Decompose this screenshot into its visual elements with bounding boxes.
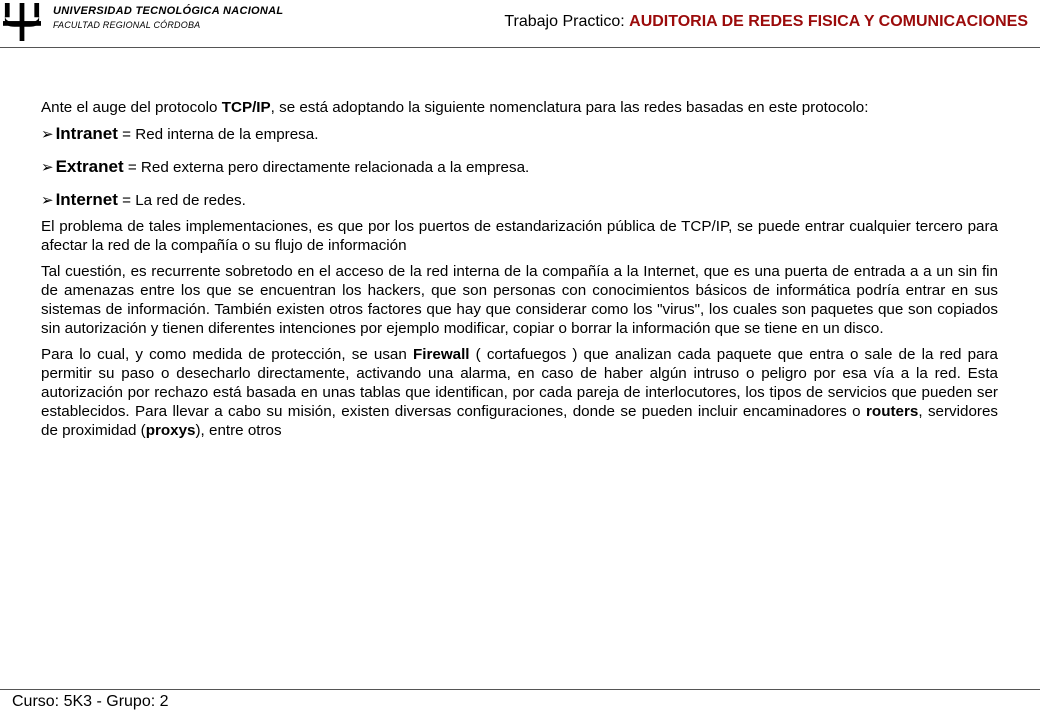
title-prefix: Trabajo Practico: <box>504 13 630 30</box>
bullet-term: Internet <box>55 190 118 209</box>
routers-keyword: routers <box>866 403 919 420</box>
utn-logo-icon <box>3 2 41 42</box>
bullet-term: Extranet <box>55 157 124 176</box>
list-item <box>41 190 998 210</box>
document-body <box>41 98 998 447</box>
bullet-definition: = Red externa pero directamente relacionada a la empresa. <box>123 159 530 176</box>
proxys-keyword: proxys <box>145 422 196 439</box>
bullet-definition: = La red de redes. <box>117 192 246 209</box>
firewall-paragraph: Para lo cual, y como medida de protección, se usan Firewall ( cortafuegos ) que analizan cada paquete que entra o sale de la red para permitir su paso o desecharlo directamente, activando una alarma, en caso de haber algún intruso o peligro por esa vía a la red. Esta autorización por rechazo está basada en unas tablas que identifican, por cada pareja de interlocutores, los tipos de servicios que pueden ser establecidos. Para llevar a cabo su misión, existen diversas configuraciones, donde se pueden incluir encaminadores o routers, servidores de proximidad (proxys), entre otros <box>41 346 998 439</box>
header-divider <box>0 47 1040 48</box>
page-title <box>504 13 1028 31</box>
footer-divider <box>0 689 1040 690</box>
course-group-label: Curso: 5K3 - Grupo: 2 <box>12 693 169 710</box>
intro-paragraph: Ante el auge del protocolo TCP/IP, se está adoptando la siguiente nomenclatura para las redes basadas en este protocolo: <box>41 99 869 116</box>
list-item <box>41 157 998 177</box>
arrow-bullet-icon: ➢ <box>41 192 54 209</box>
bullet-definition: = Red interna de la empresa. <box>117 126 319 143</box>
list-item <box>41 124 998 144</box>
arrow-bullet-icon: ➢ <box>41 126 54 143</box>
arrow-bullet-icon: ➢ <box>41 159 54 176</box>
issue-paragraph: Tal cuestión, es recurrente sobretodo en el acceso de la red interna de la compañía a la Internet, que es una puerta de entrada a a un sin fin de amenazas entre los que se encuentran los hackers, que son personas con conocimientos básicos de informática podría entrar en sus sistemas de información. También existen otros factores que hay que considerar como los "virus", los cuales son paquetes que son copiados sin autorización y tienen diferentes intenciones por ejemplo modificar, copiar o borrar la información que se tiene en un disco. <box>41 263 998 337</box>
bullet-term: Intranet <box>55 124 118 143</box>
problem-paragraph: El problema de tales implementaciones, es que por los puertos de estandarización pública de TCP/IP, se puede entrar cualquier tercero para afectar la red de la compañía o su flujo de información <box>41 218 998 254</box>
faculty-name: FACULTAD REGIONAL CÓRDOBA <box>53 20 201 30</box>
tcp-ip-keyword: TCP/IP <box>221 99 271 116</box>
university-name: UNIVERSIDAD TECNOLÓGICA NACIONAL <box>53 5 284 17</box>
title-subject: AUDITORIA DE REDES FISICA Y COMUNICACIONES <box>629 13 1028 30</box>
firewall-keyword: Firewall <box>412 346 470 363</box>
